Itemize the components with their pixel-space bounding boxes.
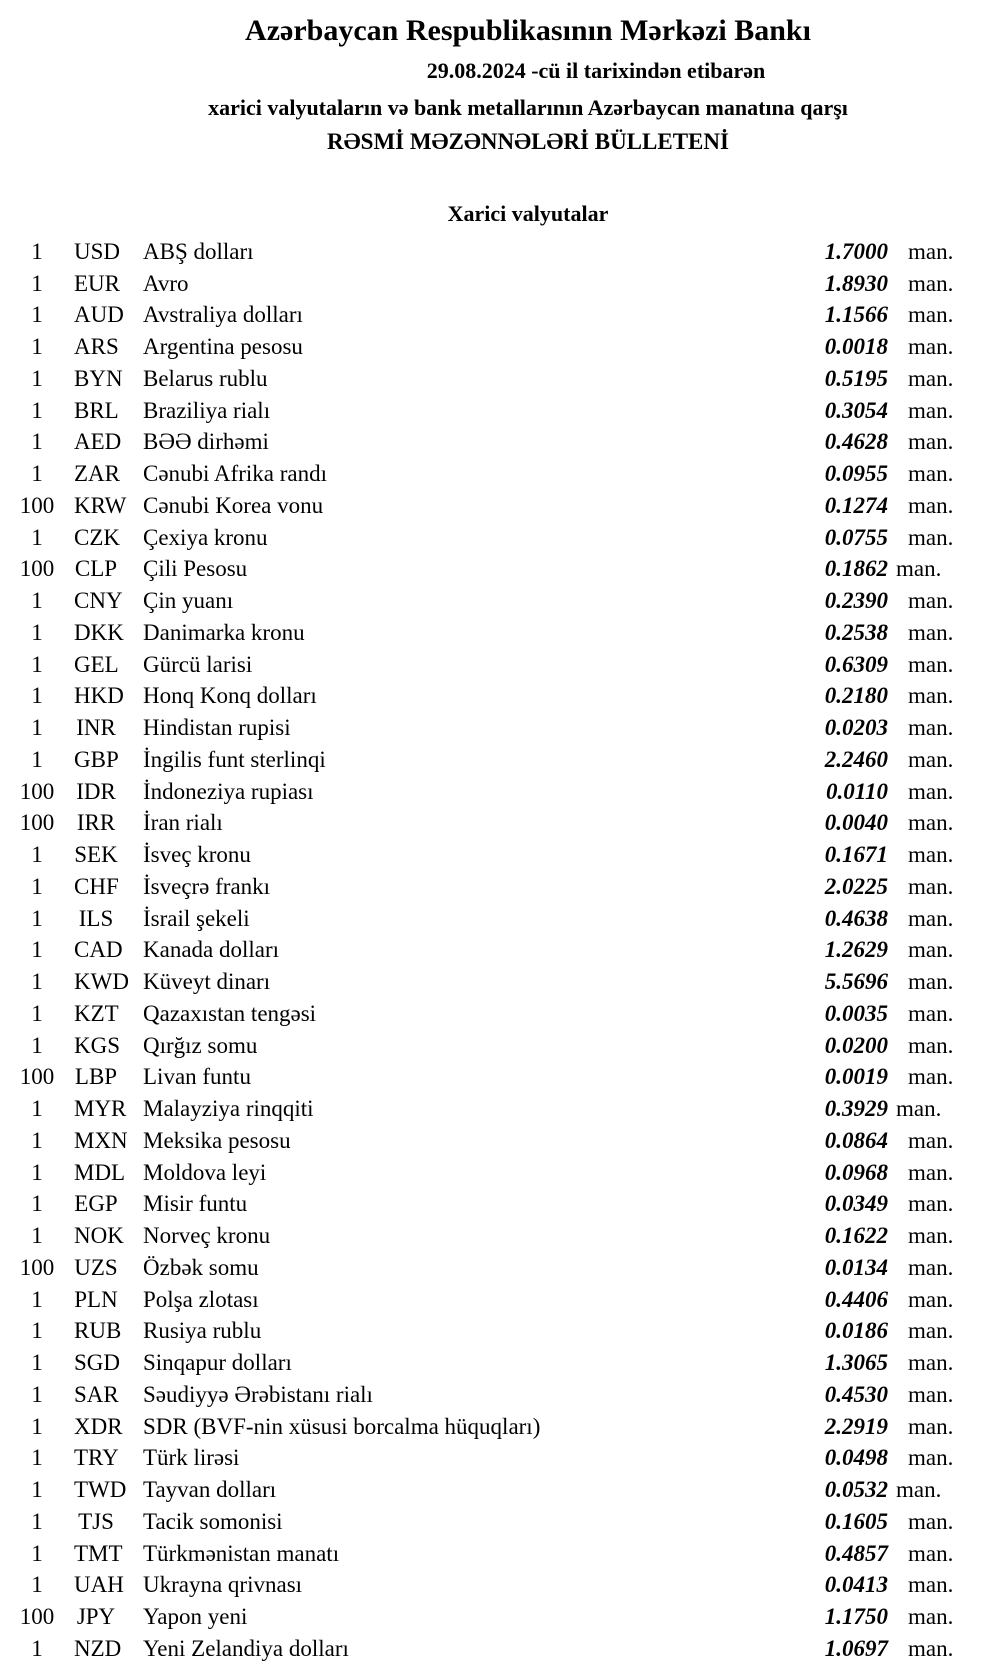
quantity-cell: 1 (31, 1381, 43, 1407)
currency-code-cell: IRR (76, 810, 116, 836)
quantity-cell: 1 (31, 842, 43, 868)
scope-line: xarici valyutaların və bank metallarının Azərbaycan manatına qarşı (208, 95, 848, 120)
rate-value-cell: 0.4530 (824, 1381, 888, 1407)
currency-name-cell: Cənubi Korea vonu (143, 492, 324, 518)
unit-label-cell: man. (908, 1032, 954, 1058)
currency-code-cell: XDR (74, 1413, 123, 1439)
unit-label-cell: man. (908, 1572, 954, 1598)
rate-value-cell: 0.4628 (824, 429, 888, 455)
rate-row (0, 1347, 1000, 1379)
currency-code-cell: MDL (74, 1159, 126, 1185)
unit-label-cell: man. (908, 683, 954, 709)
rate-row (0, 1316, 1000, 1348)
currency-name-cell: Avro (143, 270, 189, 296)
rate-row (0, 1189, 1000, 1221)
quantity-cell: 1 (31, 397, 43, 423)
unit-label-cell: man. (908, 1413, 954, 1439)
currency-code-cell: TRY (74, 1445, 119, 1471)
rate-value-cell: 0.1274 (824, 492, 888, 518)
unit-label-cell: man. (908, 1000, 954, 1026)
rate-row (0, 871, 1000, 903)
rate-value-cell: 5.5696 (824, 969, 888, 995)
quantity-cell: 1 (31, 969, 43, 995)
unit-label-cell: man. (908, 1254, 954, 1280)
page-title: Azərbaycan Respublikasının Mərkəzi Bankı (245, 14, 811, 47)
currency-name-cell: ABŞ dolları (143, 238, 254, 264)
rate-row (0, 1093, 1000, 1125)
unit-label-cell: man. (908, 238, 954, 264)
quantity-cell: 1 (31, 1350, 43, 1376)
unit-label-cell: man. (908, 778, 954, 804)
rate-row (0, 966, 1000, 998)
currency-code-cell: USD (74, 238, 121, 264)
rate-row (0, 776, 1000, 808)
exchange-rates-table (0, 236, 1000, 1665)
quantity-cell: 1 (31, 1223, 43, 1249)
quantity-cell: 1 (31, 588, 43, 614)
rate-row (0, 1474, 1000, 1506)
currency-name-cell: Çin yuanı (143, 588, 234, 614)
currency-name-cell: Yapon yeni (143, 1604, 248, 1630)
quantity-cell: 1 (31, 1572, 43, 1598)
rate-row (0, 649, 1000, 681)
currency-name-cell: Meksika pesosu (143, 1127, 291, 1153)
currency-code-cell: MXN (74, 1127, 128, 1153)
rate-value-cell: 0.2538 (824, 619, 888, 645)
currency-name-cell: Gürcü larisi (143, 651, 253, 677)
currency-name-cell: Danimarka kronu (143, 619, 305, 645)
bulletin-header (0, 12, 1000, 229)
currency-code-cell: KRW (74, 492, 127, 518)
quantity-cell: 1 (31, 334, 43, 360)
unit-label-cell: man. (908, 397, 954, 423)
currency-name-cell: Avstraliya dolları (143, 302, 303, 328)
currency-name-cell: Türkmənistan manatı (143, 1540, 340, 1566)
currency-name-cell: İndoneziya rupiası (143, 778, 314, 804)
rate-value-cell: 0.0110 (826, 778, 888, 804)
currency-code-cell: CHF (74, 873, 119, 899)
unit-label-cell: man. (908, 1445, 954, 1471)
currency-code-cell: AED (74, 429, 122, 455)
rate-value-cell: 1.2629 (824, 937, 888, 963)
quantity-cell: 1 (31, 1508, 43, 1534)
rate-value-cell: 1.1566 (824, 302, 888, 328)
currency-code-cell: CLP (74, 556, 118, 582)
unit-label-cell: man. (908, 969, 954, 995)
currency-name-cell: Malayziya rinqqiti (143, 1096, 314, 1122)
rate-row (0, 236, 1000, 268)
rate-value-cell: 0.3054 (824, 397, 888, 423)
unit-label-cell: man. (908, 1508, 954, 1534)
quantity-cell: 1 (31, 683, 43, 709)
currency-name-cell: Argentina pesosu (143, 334, 303, 360)
rate-row (0, 998, 1000, 1030)
unit-label-cell: man. (908, 619, 954, 645)
rate-row (0, 1157, 1000, 1189)
rate-row (0, 522, 1000, 554)
currency-name-cell: Tayvan dolları (143, 1477, 277, 1503)
quantity-cell: 100 (19, 556, 55, 582)
unit-label-cell: man. (896, 1477, 942, 1503)
currency-name-cell: BƏƏ dirhəmi (143, 429, 269, 455)
unit-label-cell: man. (908, 1286, 954, 1312)
currency-code-cell: KGS (74, 1032, 121, 1058)
rate-row (0, 1125, 1000, 1157)
unit-label-cell: man. (908, 1064, 954, 1090)
quantity-cell: 100 (19, 810, 55, 836)
currency-code-cell: SEK (74, 842, 118, 868)
rate-value-cell: 0.0035 (824, 1000, 888, 1026)
currency-code-cell: ZAR (74, 461, 120, 487)
unit-label-cell: man. (908, 302, 954, 328)
currency-code-cell: JPY (76, 1604, 116, 1630)
currency-code-cell: RUB (74, 1318, 122, 1344)
rate-row (0, 1062, 1000, 1094)
unit-label-cell: man. (908, 937, 954, 963)
rate-row (0, 1284, 1000, 1316)
currency-code-cell: GEL (74, 651, 119, 677)
rate-value-cell: 1.0697 (824, 1635, 888, 1661)
rate-row (0, 1538, 1000, 1570)
currency-code-cell: BRL (74, 397, 119, 423)
currency-name-cell: Misir funtu (143, 1191, 248, 1217)
currency-code-cell: UZS (74, 1254, 118, 1280)
rate-row (0, 585, 1000, 617)
quantity-cell: 1 (31, 429, 43, 455)
unit-label-cell: man. (908, 492, 954, 518)
quantity-cell: 100 (19, 778, 55, 804)
currency-code-cell: NZD (74, 1635, 122, 1661)
quantity-cell: 1 (31, 365, 43, 391)
quantity-cell: 1 (31, 461, 43, 487)
currency-code-cell: KWD (74, 969, 129, 995)
quantity-cell: 1 (31, 1540, 43, 1566)
currency-code-cell: ARS (74, 334, 119, 360)
quantity-cell: 1 (31, 1000, 43, 1026)
rate-row (0, 1570, 1000, 1602)
unit-label-cell: man. (908, 1127, 954, 1153)
currency-name-cell: Braziliya rialı (143, 397, 271, 423)
quantity-cell: 1 (31, 1318, 43, 1344)
currency-code-cell: MYR (74, 1096, 127, 1122)
rate-row (0, 268, 1000, 300)
rate-row (0, 427, 1000, 459)
currency-code-cell: PLN (74, 1286, 118, 1312)
unit-label-cell: man. (908, 905, 954, 931)
rate-row (0, 1601, 1000, 1633)
rate-value-cell: 0.0968 (824, 1159, 888, 1185)
currency-code-cell: LBP (74, 1064, 118, 1090)
rate-value-cell: 0.0755 (824, 524, 888, 550)
rate-value-cell: 0.1622 (824, 1223, 888, 1249)
currency-code-cell: HKD (74, 683, 124, 709)
currency-name-cell: Kanada dolları (143, 937, 280, 963)
currency-name-cell: Hindistan rupisi (143, 715, 291, 741)
unit-label-cell: man. (908, 334, 954, 360)
quantity-cell: 1 (31, 1159, 43, 1185)
currency-code-cell: TJS (78, 1508, 114, 1534)
currency-code-cell: SAR (74, 1381, 119, 1407)
rate-value-cell: 0.4638 (824, 905, 888, 931)
quantity-cell: 1 (31, 746, 43, 772)
unit-label-cell: man. (908, 842, 954, 868)
unit-label-cell: man. (896, 556, 942, 582)
unit-label-cell: man. (908, 810, 954, 836)
currency-code-cell: NOK (74, 1223, 124, 1249)
rate-value-cell: 0.1671 (824, 842, 888, 868)
currency-name-cell: İsrail şekeli (143, 905, 250, 931)
quantity-cell: 1 (31, 937, 43, 963)
unit-label-cell: man. (908, 1635, 954, 1661)
rate-value-cell: 1.1750 (824, 1604, 888, 1630)
quantity-cell: 1 (31, 302, 43, 328)
currency-name-cell: İran rialı (143, 810, 223, 836)
rate-value-cell: 0.0203 (824, 715, 888, 741)
currency-name-cell: Moldova leyi (143, 1159, 267, 1185)
unit-label-cell: man. (908, 1318, 954, 1344)
rate-value-cell: 2.0225 (824, 873, 888, 899)
unit-label-cell: man. (908, 429, 954, 455)
rate-row (0, 1443, 1000, 1475)
currency-name-cell: Özbək somu (143, 1254, 259, 1280)
currency-name-cell: İsveçrə frankı (143, 873, 271, 899)
currency-name-cell: Türk lirəsi (143, 1445, 240, 1471)
currency-name-cell: Honq Konq dolları (143, 683, 317, 709)
currency-code-cell: BYN (74, 365, 123, 391)
quantity-cell: 1 (31, 238, 43, 264)
quantity-cell: 1 (31, 619, 43, 645)
currency-name-cell: Rusiya rublu (143, 1318, 262, 1344)
quantity-cell: 1 (31, 1191, 43, 1217)
rate-value-cell: 0.2390 (824, 588, 888, 614)
currency-name-cell: Cənubi Afrika randı (143, 461, 327, 487)
quantity-cell: 100 (19, 1064, 55, 1090)
unit-label-cell: man. (908, 1540, 954, 1566)
rate-row (0, 1252, 1000, 1284)
rate-row (0, 363, 1000, 395)
currency-name-cell: Ukrayna qrivnası (143, 1572, 303, 1598)
currency-code-cell: UAH (74, 1572, 124, 1598)
rate-value-cell: 0.0864 (824, 1127, 888, 1153)
currency-name-cell: Livan funtu (143, 1064, 251, 1090)
quantity-cell: 1 (31, 905, 43, 931)
rate-value-cell: 0.0349 (824, 1191, 888, 1217)
quantity-cell: 1 (31, 1032, 43, 1058)
currency-name-cell: Çexiya kronu (143, 524, 268, 550)
currency-code-cell: AUD (74, 302, 124, 328)
currency-name-cell: Sinqapur dolları (143, 1350, 292, 1376)
rate-value-cell: 0.2180 (824, 683, 888, 709)
rate-row (0, 1220, 1000, 1252)
rate-row (0, 1379, 1000, 1411)
rate-value-cell: 0.1862 (824, 556, 888, 582)
rate-row (0, 554, 1000, 586)
quantity-cell: 1 (31, 1286, 43, 1312)
unit-label-cell: man. (908, 524, 954, 550)
unit-label-cell: man. (908, 651, 954, 677)
quantity-cell: 1 (31, 1413, 43, 1439)
rate-value-cell: 0.0413 (824, 1572, 888, 1598)
quantity-cell: 1 (31, 524, 43, 550)
currency-code-cell: SGD (74, 1350, 121, 1376)
rate-row (0, 490, 1000, 522)
rate-value-cell: 0.4857 (824, 1540, 888, 1566)
rate-value-cell: 0.0186 (824, 1318, 888, 1344)
rate-row (0, 331, 1000, 363)
effective-date-line: 29.08.2024 -cü il tarixindən etibarən (426, 58, 766, 83)
rate-value-cell: 1.3065 (824, 1350, 888, 1376)
rate-row (0, 935, 1000, 967)
currency-code-cell: INR (76, 715, 116, 741)
unit-label-cell: man. (908, 365, 954, 391)
unit-label-cell: man. (908, 1159, 954, 1185)
rate-value-cell: 2.2460 (824, 746, 888, 772)
rate-value-cell: 1.7000 (824, 238, 888, 264)
unit-label-cell: man. (908, 1350, 954, 1376)
rate-row (0, 1506, 1000, 1538)
currency-code-cell: CZK (74, 524, 120, 550)
rate-value-cell: 0.1605 (824, 1508, 888, 1534)
rate-value-cell: 0.0532 (824, 1477, 888, 1503)
rate-row (0, 617, 1000, 649)
quantity-cell: 1 (31, 1445, 43, 1471)
rate-value-cell: 0.0134 (824, 1254, 888, 1280)
rate-value-cell: 0.0200 (824, 1032, 888, 1058)
unit-label-cell: man. (896, 1096, 942, 1122)
currency-name-cell: Qazaxıstan tengəsi (143, 1000, 317, 1026)
rate-value-cell: 0.0019 (824, 1064, 888, 1090)
unit-label-cell: man. (908, 715, 954, 741)
currency-name-cell: İngilis funt sterlinqi (143, 746, 326, 772)
rate-row (0, 458, 1000, 490)
rate-row (0, 1411, 1000, 1443)
currency-name-cell: Tacik somonisi (143, 1508, 283, 1534)
rate-value-cell: 0.5195 (824, 365, 888, 391)
currency-name-cell: Səudiyyə Ərəbistanı rialı (143, 1381, 373, 1407)
quantity-cell: 100 (19, 1604, 55, 1630)
unit-label-cell: man. (908, 588, 954, 614)
rate-value-cell: 0.6309 (824, 651, 888, 677)
currency-code-cell: GBP (74, 746, 119, 772)
quantity-cell: 1 (31, 715, 43, 741)
rate-row (0, 1633, 1000, 1665)
unit-label-cell: man. (908, 873, 954, 899)
rate-value-cell: 0.0040 (824, 810, 888, 836)
quantity-cell: 1 (31, 651, 43, 677)
rate-row (0, 712, 1000, 744)
currency-code-cell: EGP (74, 1191, 118, 1217)
rate-row (0, 1030, 1000, 1062)
rate-value-cell: 0.0498 (824, 1445, 888, 1471)
currency-name-cell: Küveyt dinarı (143, 969, 271, 995)
quantity-cell: 1 (31, 1096, 43, 1122)
unit-label-cell: man. (908, 1604, 954, 1630)
quantity-cell: 1 (31, 1127, 43, 1153)
currency-code-cell: DKK (74, 619, 124, 645)
rate-row (0, 681, 1000, 713)
rate-row (0, 744, 1000, 776)
section-title-foreign-currencies: Xarici valyutalar (447, 201, 609, 226)
currency-name-cell: Belarus rublu (143, 365, 268, 391)
currency-name-cell: Norveç kronu (143, 1223, 271, 1249)
currency-code-cell: EUR (74, 270, 120, 296)
currency-code-cell: KZT (74, 1000, 119, 1026)
currency-code-cell: CNY (74, 588, 123, 614)
unit-label-cell: man. (908, 746, 954, 772)
quantity-cell: 1 (31, 270, 43, 296)
unit-label-cell: man. (908, 461, 954, 487)
bulletin-title: RƏSMİ MƏZƏNNƏLƏRİ BÜLLETENİ (327, 129, 729, 154)
rate-row (0, 808, 1000, 840)
quantity-cell: 100 (19, 1254, 55, 1280)
unit-label-cell: man. (908, 270, 954, 296)
currency-name-cell: İsveç kronu (143, 842, 251, 868)
currency-code-cell: IDR (76, 778, 116, 804)
currency-name-cell: SDR (BVF-nin xüsusi borcalma hüquqları) (143, 1413, 541, 1439)
quantity-cell: 1 (31, 1477, 43, 1503)
unit-label-cell: man. (908, 1381, 954, 1407)
quantity-cell: 1 (31, 873, 43, 899)
rate-value-cell: 0.0955 (824, 461, 888, 487)
currency-name-cell: Qırğız somu (143, 1032, 258, 1058)
rate-value-cell: 2.2919 (824, 1413, 888, 1439)
currency-code-cell: TWD (74, 1477, 127, 1503)
rate-row (0, 300, 1000, 332)
rate-row (0, 395, 1000, 427)
currency-name-cell: Yeni Zelandiya dolları (143, 1635, 349, 1661)
quantity-cell: 100 (19, 492, 55, 518)
currency-code-cell: ILS (78, 905, 114, 931)
rate-value-cell: 0.3929 (824, 1096, 888, 1122)
currency-code-cell: TMT (74, 1540, 123, 1566)
rate-value-cell: 0.4406 (824, 1286, 888, 1312)
unit-label-cell: man. (908, 1223, 954, 1249)
rate-row (0, 839, 1000, 871)
rate-value-cell: 0.0018 (824, 334, 888, 360)
currency-name-cell: Çili Pesosu (143, 556, 248, 582)
unit-label-cell: man. (908, 1191, 954, 1217)
rate-value-cell: 1.8930 (824, 270, 888, 296)
currency-code-cell: CAD (74, 937, 123, 963)
currency-name-cell: Polşa zlotası (143, 1286, 259, 1312)
quantity-cell: 1 (31, 1635, 43, 1661)
rate-row (0, 903, 1000, 935)
